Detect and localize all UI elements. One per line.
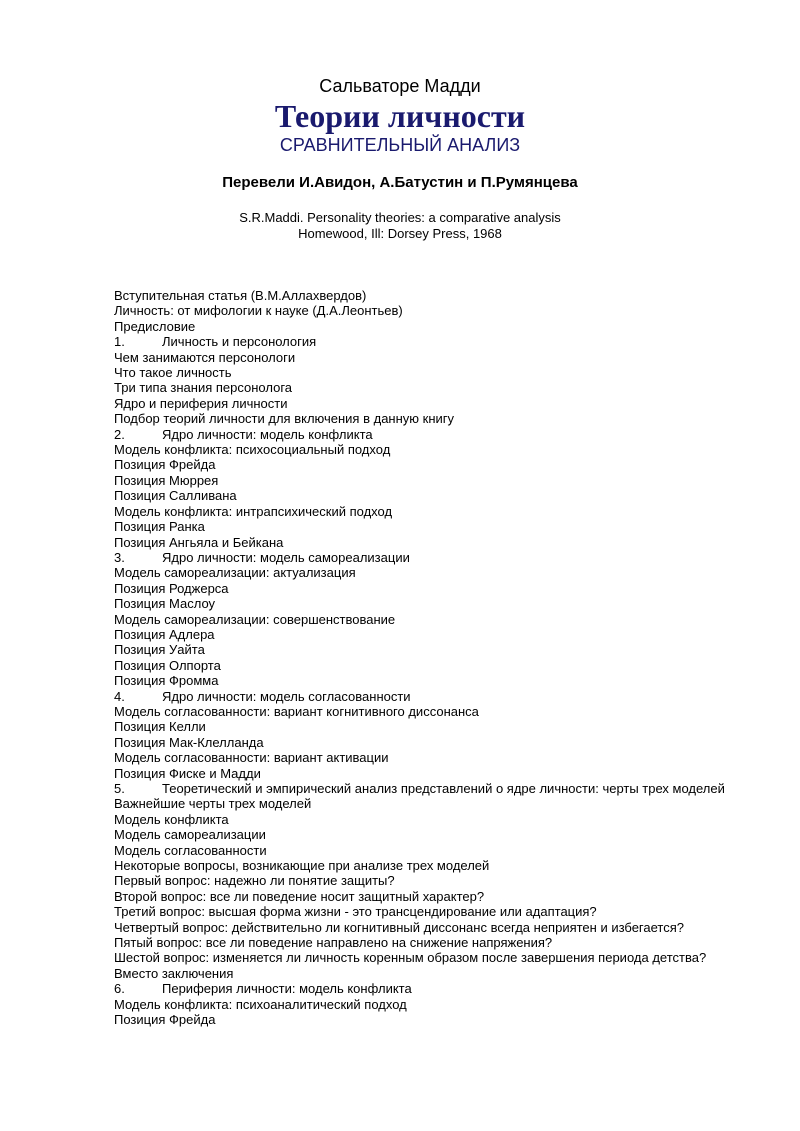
chapter-title: Ядро личности: модель самореализации bbox=[162, 549, 410, 565]
toc-entry: Модель конфликта bbox=[114, 811, 229, 827]
toc-entry: Предисловие bbox=[114, 318, 196, 334]
toc-entry: Позиция Адлера bbox=[114, 626, 215, 642]
toc-entry: Позиция Фиске и Мадди bbox=[114, 765, 261, 781]
chapter-number: 3. bbox=[114, 549, 125, 565]
chapter-number: 1. bbox=[114, 334, 125, 350]
toc-chapter bbox=[114, 334, 742, 349]
chapter-title: Теоретический и эмпирический анализ представлений о ядре личности: черты трех моделей bbox=[162, 781, 725, 796]
toc-entry: Позиция Мак-Клелланда bbox=[114, 734, 264, 750]
toc-entry: Модель самореализации bbox=[114, 827, 266, 843]
toc-entry: Второй вопрос: все ли поведение носит защитный характер? bbox=[114, 888, 485, 904]
toc-entry: Важнейшие черты трех моделей bbox=[114, 796, 312, 812]
toc-entry: Модель согласованности: вариант когнитивного диссонанса bbox=[114, 703, 479, 719]
toc-entry: Позиция Ангьяла и Бейкана bbox=[114, 534, 284, 550]
chapter-number: 4. bbox=[114, 688, 125, 704]
toc-chapter bbox=[114, 781, 742, 796]
toc-entry: Позиция Маслоу bbox=[114, 596, 216, 612]
toc-entry: Позиция Келли bbox=[114, 719, 206, 735]
original-publisher-line: Homewood, Ill: Dorsey Press, 1968 bbox=[298, 226, 502, 241]
toc-entry: Ядро и периферия личности bbox=[114, 395, 288, 411]
toc-chapter bbox=[114, 427, 742, 442]
original-edition bbox=[0, 210, 800, 242]
book-title: Теории личности bbox=[274, 98, 526, 134]
translators-line: Перевели И.Авидон, А.Батустин и П.Румянцева bbox=[222, 174, 578, 191]
toc-entry: Подбор теорий личности для включения в данную книгу bbox=[114, 411, 455, 427]
chapter-title: Ядро личности: модель согласованности bbox=[162, 688, 411, 704]
toc-entry: Позиция Уайта bbox=[114, 642, 205, 658]
toc-entry: Позиция Роджерса bbox=[114, 580, 229, 596]
toc-entry: Модель самореализации: совершенствование bbox=[114, 611, 396, 627]
toc-entry: Первый вопрос: надежно ли понятие защиты? bbox=[114, 873, 395, 889]
toc-entry: Позиция Мюррея bbox=[114, 472, 219, 488]
toc-entry: Некоторые вопросы, возникающие при анализе трех моделей bbox=[114, 858, 490, 874]
chapter-number: 6. bbox=[114, 981, 125, 997]
toc-entry: Личность: от мифологии к науке (Д.А.Леонтьев) bbox=[114, 303, 403, 319]
toc-chapter bbox=[114, 550, 742, 565]
book-subtitle: СРАВНИТЕЛЬНЫЙ АНАЛИЗ bbox=[279, 135, 521, 155]
toc-entry: Вместо заключения bbox=[114, 965, 234, 981]
toc-entry: Третий вопрос: высшая форма жизни - это трансцендирование или адаптация? bbox=[114, 904, 597, 920]
toc-entry: Модель согласованности: вариант активации bbox=[114, 750, 389, 766]
toc-entry: Модель самореализации: актуализация bbox=[114, 565, 356, 581]
toc-entry: Позиция Ранка bbox=[114, 519, 205, 535]
toc-entry: Позиция Олпорта bbox=[114, 657, 221, 673]
chapter-title: Ядро личности: модель конфликта bbox=[162, 426, 373, 442]
chapter-number: 2. bbox=[114, 426, 125, 442]
toc-entry: Три типа знания персонолога bbox=[114, 380, 293, 396]
chapter-number: 5. bbox=[114, 781, 125, 796]
toc-entry: Вступительная статья (В.М.Аллахвердов) bbox=[114, 288, 367, 303]
author-name: Сальваторе Мадди bbox=[319, 76, 481, 96]
toc-entry: Шестой вопрос: изменяется ли личность коренным образом после завершения периода детства? bbox=[114, 950, 707, 966]
table-of-contents bbox=[114, 288, 742, 1028]
toc-entry: Позиция Фромма bbox=[114, 673, 219, 689]
toc-entry: Позиция Фрейда bbox=[114, 1012, 216, 1028]
toc-entry: Модель конфликта: психоаналитический подход bbox=[114, 996, 407, 1012]
toc-entry: Четвертый вопрос: действительно ли когнитивный диссонанс всегда неприятен и избегается? bbox=[114, 919, 684, 935]
toc-entry: Модель конфликта: интрапсихический подход bbox=[114, 503, 393, 519]
toc-entry: Позиция Салливана bbox=[114, 488, 237, 504]
original-title-line: S.R.Maddi. Personality theories: a comparative analysis bbox=[239, 210, 561, 225]
toc-chapter bbox=[114, 981, 742, 996]
toc-entry: Модель конфликта: психосоциальный подход bbox=[114, 442, 391, 458]
toc-entry: Что такое личность bbox=[114, 365, 232, 381]
toc-chapter bbox=[114, 689, 742, 704]
chapter-title: Периферия личности: модель конфликта bbox=[162, 981, 412, 997]
toc-entry: Чем занимаются персонологи bbox=[114, 349, 296, 365]
toc-entry: Позиция Фрейда bbox=[114, 457, 216, 473]
toc-entry: Пятый вопрос: все ли поведение направлено на снижение напряжения? bbox=[114, 935, 553, 951]
toc-entry: Модель согласованности bbox=[114, 842, 267, 858]
chapter-title: Личность и персонология bbox=[162, 334, 317, 350]
